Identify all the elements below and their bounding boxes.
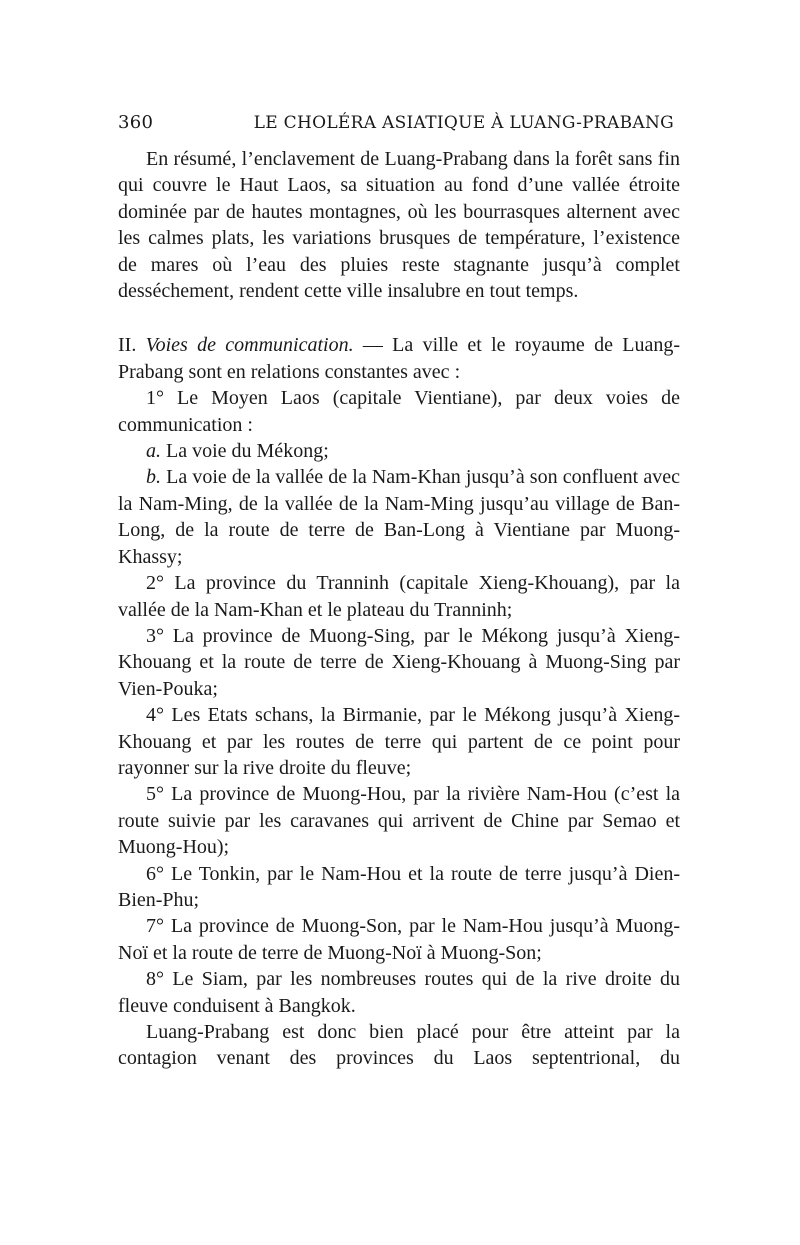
list-item-7: 7° La province de Muong-Son, par le Nam-Hou jusqu’à Muong-Noï et la route de terre de Muong-Noï à Muong-Son; [118,915,680,964]
list-item-1b-letter: b. [146,466,161,489]
list-item-2: 2° La province du Tranninh (capitale Xieng-Khouang), par la vallée de la Nam-Khan et le plateau du Tranninh; [118,572,680,621]
list-item-1a [118,438,680,464]
book-page [118,112,680,1072]
list-item-1a-letter: a. [146,440,161,463]
list-item-1a-text: La voie du Mékong; [161,440,329,463]
section-intro-text: — La ville et le royaume de Luang-Prabang sont en relations constantes avec : [118,334,681,383]
paragraph-gap [118,304,680,332]
list-item-1b-text: La voie de la vallée de la Nam-Khan jusqu’à son confluent avec la Nam-Ming, de la vallée de la Nam-Ming jusqu’au village de Ban-Long, de la route de terre de Ban-Long à Vientiane par Muong-Khassy; [118,466,680,568]
list-item-1b [118,464,680,570]
list-item-8: 8° Le Siam, par les nombreuses routes qui de la rive droite du fleuve conduisent à Bangkok. [118,968,680,1017]
list-item-1: 1° Le Moyen Laos (capitale Vientiane), par deux voies de communication : [118,387,680,436]
closing-paragraph: Luang-Prabang est donc bien placé pour être atteint par la contagion venant des provinces du Laos septentrional, du [118,1021,680,1070]
page-body [118,146,680,1072]
running-title: LE CHOLÉRA ASIATIQUE À LUANG-PRABANG [253,113,674,133]
section-heading-paragraph [118,332,680,385]
section-number: II. [118,334,137,357]
summary-paragraph: En résumé, l’enclavement de Luang-Prabang dans la forêt sans fin qui couvre le Haut Laos, sa situation au fond d’une vallée étroite dominée par de hautes montagnes, où les bourrasques alternent avec les calmes plats, les variations brusques de température, l’existence de mares où l’eau des pluies reste stagnante jusqu’à complet desséchement, rendent cette ville insalubre en tout temps. [118,148,680,303]
list-item-3: 3° La province de Muong-Sing, par le Mékong jusqu’à Xieng-Khouang et la route de terre de Xieng-Khouang à Muong-Sing par Vien-Pouka; [118,624,680,700]
list-item-6: 6° Le Tonkin, par le Nam-Hou et la route de terre jusqu’à Dien-Bien-Phu; [118,862,680,911]
page-number: 360 [118,112,154,133]
section-title: Voies de communication. [145,334,354,357]
list-item-5: 5° La province de Muong-Hou, par la rivière Nam-Hou (c’est la route suivie par les caravanes qui arrivent de Chine par Semao et Muong-Hou); [118,783,680,859]
page-header [118,112,680,146]
list-item-4: 4° Les Etats schans, la Birmanie, par le Mékong jusqu’à Xieng-Khouang et par les routes de terre qui partent de ce point pour rayonner sur la rive droite du fleuve; [118,704,680,779]
